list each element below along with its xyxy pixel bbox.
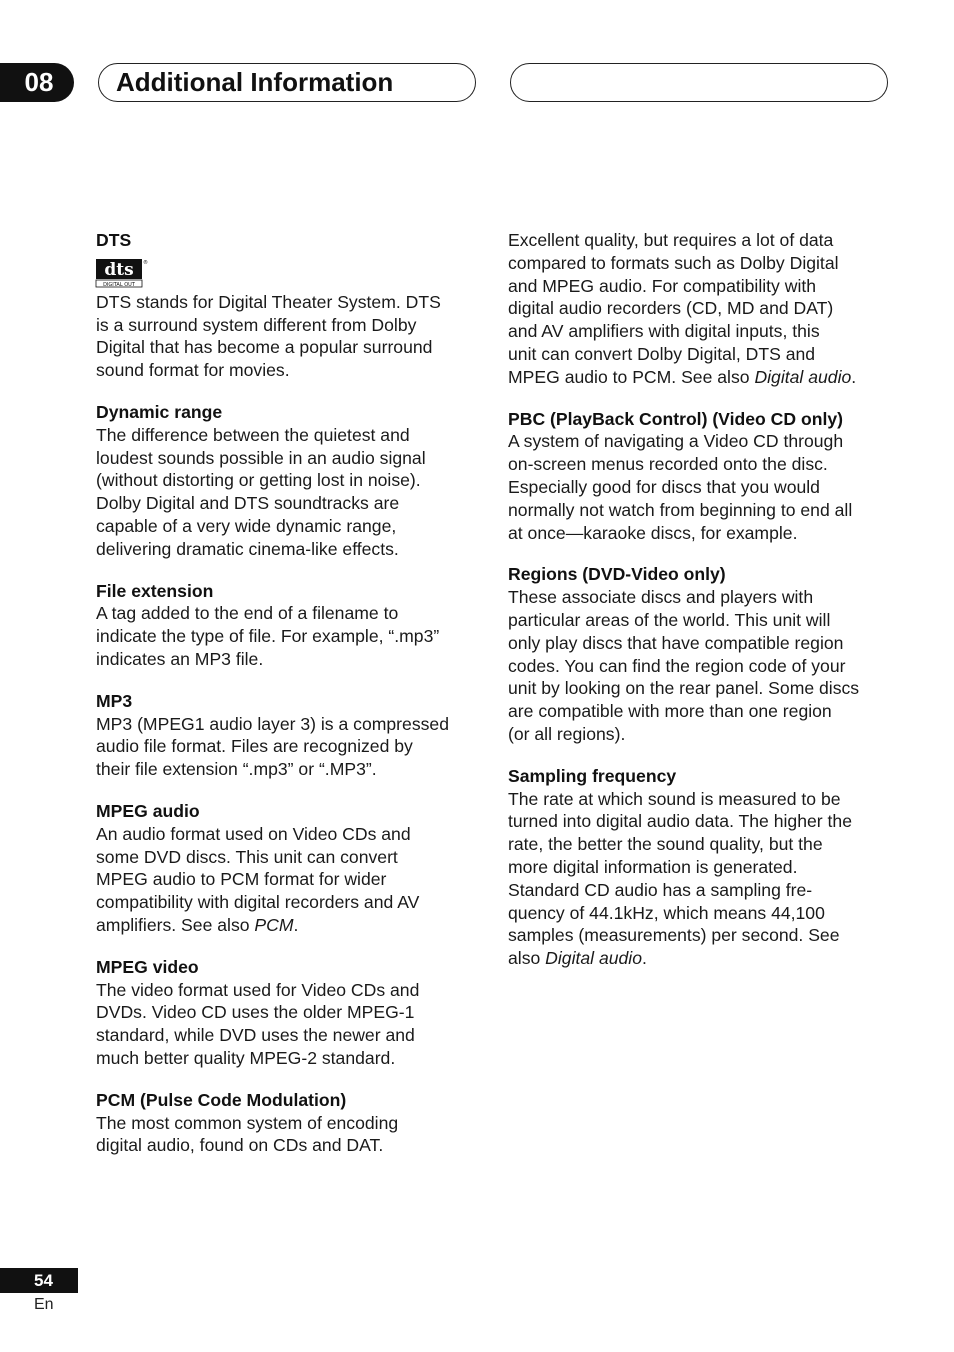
term-title: MP3 [96, 690, 133, 711]
line-text: . [851, 366, 857, 387]
body-line: An audio format used on Video CDs and [96, 823, 411, 844]
body-line: Excellent quality, but requires a lot of data [508, 230, 834, 250]
body-line-with-reference [508, 366, 890, 389]
left-column [96, 229, 474, 1176]
chapter-number-badge: 08 [0, 63, 74, 102]
page-number-badge: 54 [0, 1268, 78, 1293]
body-line: The difference between the quietest and [96, 424, 410, 445]
body-line: (without distorting or getting lost in noise). [96, 470, 421, 491]
glossary-entry-pcm [96, 1089, 474, 1157]
glossary-entry-pbc [508, 408, 890, 545]
glossary-entry-pcm-continued [508, 229, 890, 389]
glossary-entry-regions [508, 563, 890, 745]
body-line: are compatible with more than one region [508, 701, 832, 722]
body-line: turned into digital audio data. The higher the [508, 811, 852, 832]
body-line: loudest sounds possible in an audio signal [96, 447, 426, 468]
body-line: more digital information is generated. [508, 856, 798, 877]
body-line: delivering dramatic cinema-like effects. [96, 538, 399, 559]
header-empty-box [510, 63, 888, 102]
cross-reference: PCM [254, 914, 294, 935]
body-line: some DVD discs. This unit can convert [96, 846, 398, 867]
body-line: their file extension “.mp3” or “.MP3”. [96, 759, 377, 780]
language-label: En [34, 1296, 54, 1313]
body-line: These associate discs and players with [508, 587, 814, 608]
term-title: MPEG audio [96, 800, 200, 821]
body-line: sound format for movies. [96, 360, 290, 381]
line-text: amplifiers. See also [96, 914, 255, 935]
body-line: indicates an MP3 file. [96, 648, 264, 669]
body-line: The rate at which sound is measured to be [508, 788, 841, 809]
body-line: Digital that has become a popular surround [96, 337, 433, 358]
body-line: only play discs that have compatible region [508, 632, 844, 653]
term-title: PBC (PlayBack Control) (Video CD only) [508, 408, 843, 429]
body-line: compatibility with digital recorders and AV [96, 892, 420, 913]
body-line: particular areas of the world. This unit will [508, 609, 831, 630]
body-line: Dolby Digital and DTS soundtracks are [96, 493, 400, 514]
body-line: digital audio, found on CDs and DAT. [96, 1135, 384, 1156]
body-line: indicate the type of file. For example, “.mp3” [96, 626, 440, 647]
body-line: MP3 (MPEG1 audio layer 3) is a compressed [96, 713, 449, 734]
body-line: at once—karaoke discs, for example. [508, 522, 798, 543]
body-line: unit can convert Dolby Digital, DTS and [508, 343, 816, 364]
page-title: Additional Information [116, 67, 394, 97]
line-text: . [293, 914, 299, 935]
dts-registered-mark: ® [143, 259, 148, 266]
glossary-entry-dts [96, 229, 474, 382]
term-title: File extension [96, 580, 214, 601]
body-line: audio file format. Files are recognized by [96, 736, 413, 757]
term-title: Dynamic range [96, 401, 223, 422]
body-line: quency of 44.1kHz, which means 44,100 [508, 902, 825, 923]
line-text: MPEG audio to PCM. See also [508, 366, 755, 387]
body-line: and MPEG audio. For compatibility with [508, 275, 817, 296]
glossary-entry-dynamic-range [96, 401, 474, 561]
term-title: MPEG video [96, 956, 199, 977]
glossary-entry-sampling-frequency [508, 765, 890, 970]
body-line-with-reference [96, 914, 474, 937]
right-column [508, 229, 890, 989]
line-text: . [642, 948, 647, 969]
body-line: codes. You can find the region code of your [508, 655, 846, 676]
dts-logo-icon [96, 258, 146, 288]
body-line: unit by looking on the rear panel. Some discs [508, 678, 860, 699]
body-line: on-screen menus recorded onto the disc. [508, 454, 828, 475]
body-line: and AV amplifiers with digital inputs, this [508, 321, 820, 342]
body-line: (or all regions). [508, 723, 626, 744]
body-line: samples (measurements) per second. See [508, 925, 840, 946]
term-title: Regions (DVD-Video only) [508, 564, 726, 585]
body-line: normally not watch from beginning to end all [508, 499, 853, 520]
body-line: compared to formats such as Dolby Digital [508, 252, 839, 273]
term-title: PCM (Pulse Code Modulation) [96, 1089, 347, 1110]
line-text: also [508, 948, 546, 969]
cross-reference: Digital audio [754, 366, 852, 387]
dts-logo-subtext: DIGITAL OUT [103, 281, 135, 288]
body-line: digital audio recorders (CD, MD and DAT) [508, 298, 834, 319]
body-line: The most common system of encoding [96, 1112, 399, 1133]
body-line: DTS stands for Digital Theater System. DTS [96, 291, 441, 312]
dts-logo-text: dts [104, 259, 134, 280]
term-title: DTS [96, 230, 132, 250]
glossary-entry-mpeg-video [96, 956, 474, 1070]
body-line-with-reference [508, 947, 890, 970]
body-line: A tag added to the end of a filename to [96, 603, 399, 624]
body-line: capable of a very wide dynamic range, [96, 515, 397, 536]
body-line: is a surround system different from Dolby [96, 314, 417, 335]
glossary-entry-mpeg-audio [96, 800, 474, 937]
cross-reference: Digital audio [545, 948, 642, 969]
body-line: much better quality MPEG-2 standard. [96, 1047, 396, 1068]
body-line: The video format used for Video CDs and [96, 979, 420, 1000]
glossary-entry-file-extension [96, 580, 474, 671]
body-line: MPEG audio to PCM format for wider [96, 869, 387, 890]
body-line: Especially good for discs that you would [508, 476, 820, 497]
glossary-entry-mp3 [96, 690, 474, 781]
term-title: Sampling frequency [508, 765, 677, 786]
body-line: rate, the better the sound quality, but the [508, 834, 823, 855]
section-title-box [98, 63, 476, 102]
body-line: A system of navigating a Video CD through [508, 431, 844, 452]
body-line: Standard CD audio has a sampling fre- [508, 879, 813, 900]
body-line: standard, while DVD uses the newer and [96, 1025, 415, 1046]
body-line: DVDs. Video CD uses the older MPEG-1 [96, 1002, 415, 1023]
